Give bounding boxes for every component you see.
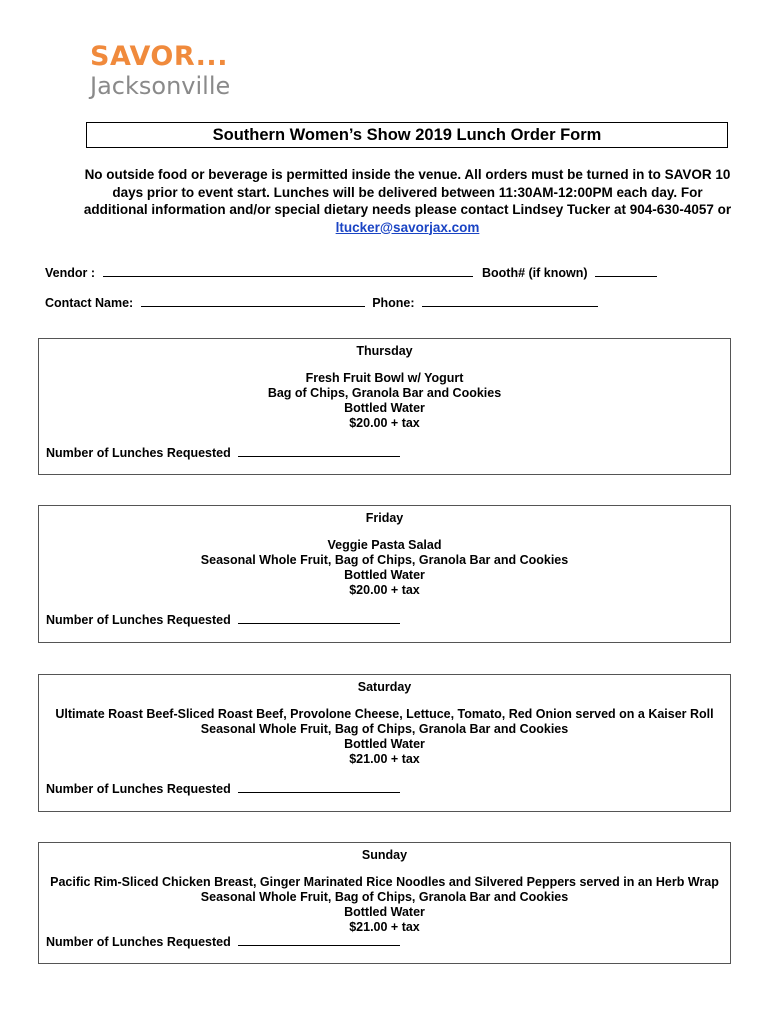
- day-heading: Saturday: [357, 680, 412, 694]
- phone-label: Phone:: [372, 296, 415, 310]
- vendor-label: Vendor :: [45, 266, 96, 280]
- notice-text: No outside food or beverage is permitted inside the venue. All orders must be turned in to SAVOR 10 days prior to event start. Lunches will be delivered between 11:30AM-12:00PM each day. For additional information and/or special dietary needs please contact Lindsey Tucker at 904-630-4057 or: [83, 167, 732, 217]
- menu-item: Seasonal Whole Fruit, Bag of Chips, Granola Bar and Cookies: [200, 722, 569, 736]
- savor-jacksonville-logo: [90, 42, 230, 100]
- lunch-request-label: Number of Lunches Requested: [46, 613, 231, 627]
- menu-item: Veggie Pasta Salad: [327, 538, 442, 552]
- email-link[interactable]: ltucker@savorjax.com: [335, 219, 480, 235]
- lunch-request-label: Number of Lunches Requested: [46, 782, 231, 796]
- lunch-count-field[interactable]: [238, 780, 400, 793]
- menu-box-friday: [38, 505, 731, 643]
- lunch-count-field[interactable]: [238, 444, 400, 457]
- lunch-request-row: [46, 611, 400, 627]
- menu-item: Bottled Water: [344, 737, 425, 751]
- contact-name-field[interactable]: [141, 294, 365, 307]
- vendor-row: [45, 264, 657, 280]
- logo-line2: Jacksonville: [90, 72, 231, 100]
- contact-row: [45, 294, 598, 310]
- menu-item: Ultimate Roast Beef-Sliced Roast Beef, Provolone Cheese, Lettuce, Tomato, Red Onion served on a Kaiser Roll: [55, 707, 714, 721]
- day-heading: Friday: [365, 511, 404, 525]
- menu-item: Fresh Fruit Bowl w/ Yogurt: [305, 371, 464, 385]
- menu-price: $21.00 + tax: [349, 752, 420, 766]
- menu-item: Seasonal Whole Fruit, Bag of Chips, Granola Bar and Cookies: [200, 553, 569, 567]
- lunch-request-label: Number of Lunches Requested: [46, 446, 231, 460]
- menu-item: Bottled Water: [344, 401, 425, 415]
- lunch-request-row: [46, 933, 400, 949]
- menu-item: Bag of Chips, Granola Bar and Cookies: [267, 386, 502, 400]
- lunch-count-field[interactable]: [238, 933, 400, 946]
- menu-box-thursday: [38, 338, 731, 475]
- menu-box-sunday: [38, 842, 731, 964]
- form-title: Southern Women’s Show 2019 Lunch Order Form: [86, 122, 728, 148]
- booth-label: Booth# (if known): [481, 266, 588, 280]
- phone-field[interactable]: [422, 294, 598, 307]
- menu-item: Seasonal Whole Fruit, Bag of Chips, Granola Bar and Cookies: [200, 890, 569, 904]
- menu-item: Bottled Water: [344, 568, 425, 582]
- lunch-request-row: [46, 780, 400, 796]
- lunch-request-label: Number of Lunches Requested: [46, 935, 231, 949]
- menu-item: Bottled Water: [344, 905, 425, 919]
- lunch-count-field[interactable]: [238, 611, 400, 624]
- lunch-request-row: [46, 444, 400, 460]
- menu-price: $21.00 + tax: [349, 920, 420, 934]
- menu-item: Pacific Rim-Sliced Chicken Breast, Ginger Marinated Rice Noodles and Silvered Peppers served in an Herb Wrap: [50, 875, 719, 889]
- menu-price: $20.00 + tax: [349, 583, 420, 597]
- notice-paragraph: [80, 166, 735, 236]
- menu-box-saturday: [38, 674, 731, 812]
- menu-price: $20.00 + tax: [349, 416, 420, 430]
- day-heading: Thursday: [356, 344, 413, 358]
- booth-field[interactable]: [595, 264, 657, 277]
- vendor-field[interactable]: [103, 264, 473, 277]
- contact-name-label: Contact Name:: [45, 296, 134, 310]
- logo-line1: SAVOR...: [90, 41, 228, 72]
- day-heading: Sunday: [361, 848, 408, 862]
